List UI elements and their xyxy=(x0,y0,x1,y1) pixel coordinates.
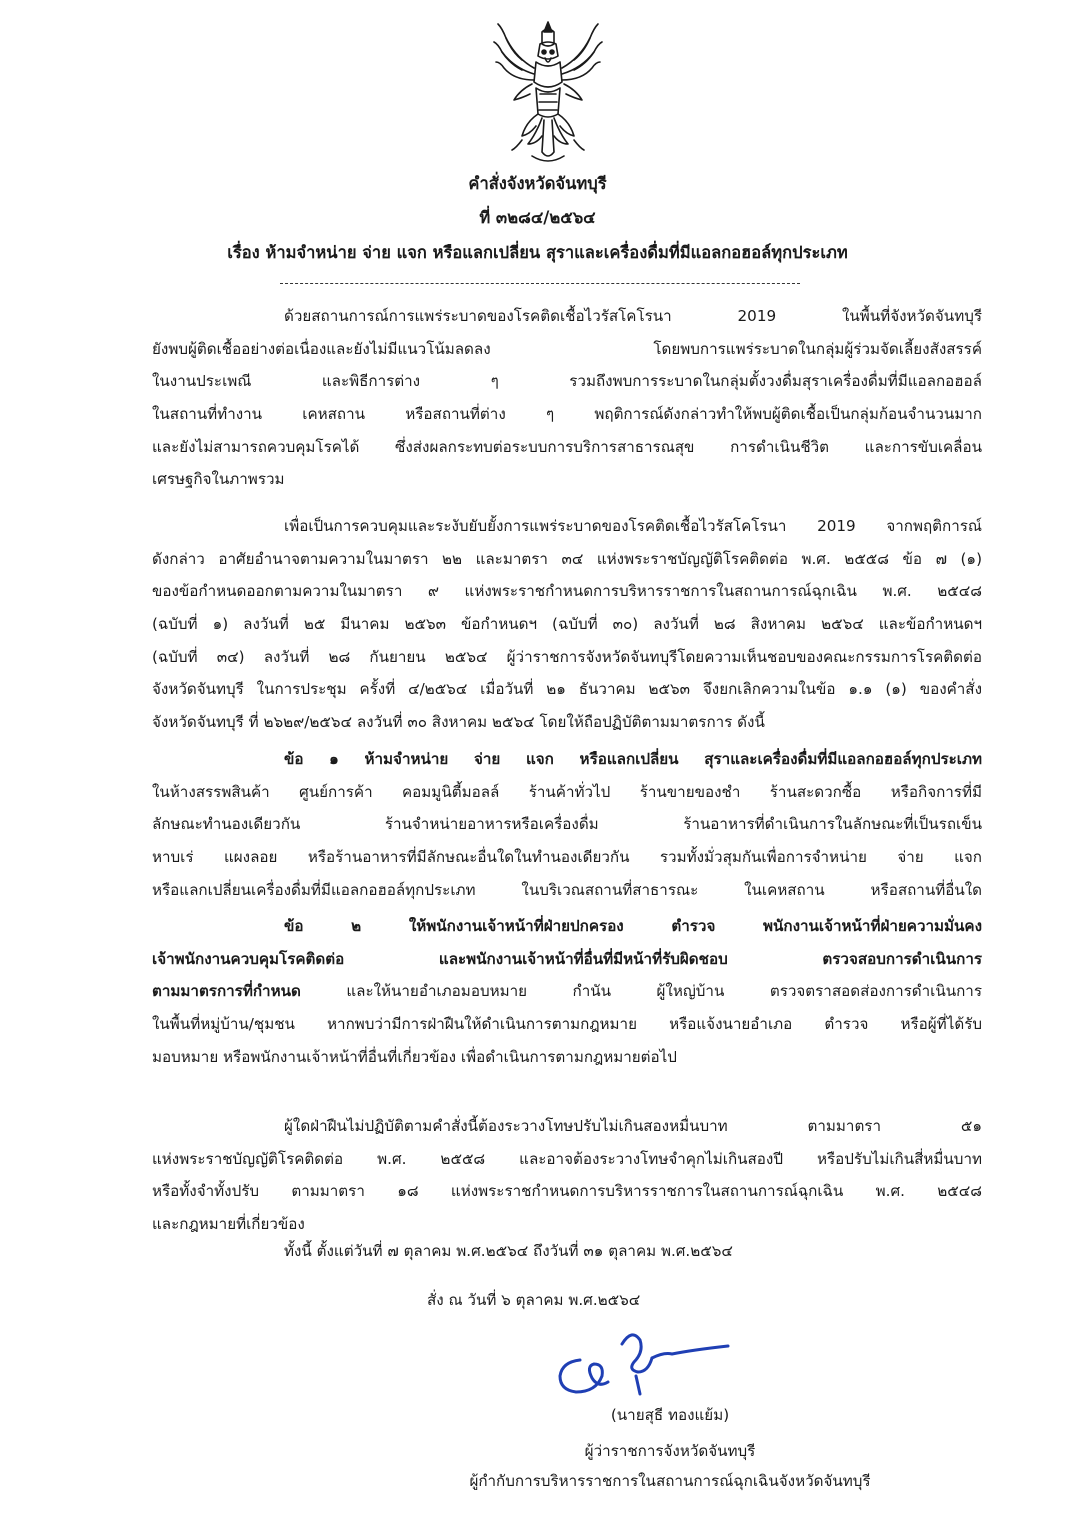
text-line: ดังกล่าว อาศัยอำนาจตามความในมาตรา ๒๒ และมาตรา ๓๔ แห่งพระราชบัญญัติโรคติดต่อ พ.ศ. ๒๕๕๘ ข้อ ๗ (๑) xyxy=(152,549,982,568)
text-line: หรือทั้งจำทั้งปรับ ตามมาตรา ๑๘ แห่งพระราชกำหนดการบริหารราชการในสถานการณ์ฉุกเฉิน พ.ศ. ๒๕๔๘ xyxy=(152,1182,982,1201)
order-subject: เรื่อง ห้ามจำหน่าย จ่าย แจก หรือแลกเปลี่ยน สุราและเครื่องดื่มที่มีแอลกอฮอล์ทุกประเภท xyxy=(227,243,848,262)
text-line: ในห้างสรรพสินค้า ศูนย์การค้า คอมมูนิตี้มอลล์ ร้านค้าทั่วไป ร้านขายของชำ ร้านสะดวกซื้อ หรือกิจการที่มี xyxy=(152,782,982,801)
text-line xyxy=(152,975,982,1008)
text-line: และยังไม่สามารถควบคุมโรคได้ ซึ่งส่งผลกระทบต่อระบบการบริการสาธารณสุข การดำเนินชีวิต และการขับเคลื่อน xyxy=(152,437,982,456)
paragraph-legal-basis xyxy=(152,510,982,739)
text-line: ผู้ใดฝ่าฝืนไม่ปฏิบัติตามคำสั่งนี้ต้องระวางโทษปรับไม่เกินสองหมื่นบาท ตามมาตรา ๕๑ xyxy=(284,1117,982,1135)
text-line: เจ้าพนักงานควบคุมโรคติดต่อ และพนักงานเจ้าหน้าที่อื่นที่มีหน้าที่รับผิดชอบ ตรวจสอบการดำเนินการ xyxy=(152,949,982,968)
signatory-role: ผู้กำกับการบริหารราชการในสถานการณ์ฉุกเฉินจังหวัดจันทบุรี xyxy=(469,1472,871,1490)
paragraph-penalty xyxy=(152,1110,982,1241)
text-line: ด้วยสถานการณ์การแพร่ระบาดของโรคติดเชื้อไวรัสโคโรนา 2019 ในพื้นที่จังหวัดจันทบุรี xyxy=(284,307,982,325)
text-line: ในพื้นที่หมู่บ้าน/ชุมชน หากพบว่ามีการฝ่าฝืนให้ดำเนินการตามกฎหมาย หรือแจ้งนายอำเภอ ตำรวจ หรือผู้ที่ได้รับ xyxy=(152,1015,982,1034)
item-1 xyxy=(152,743,982,906)
item-1-heading: ข้อ ๑ ห้ามจำหน่าย จ่าย แจก หรือแลกเปลี่ยน สุราและเครื่องดื่มที่มีแอลกอฮอล์ทุกประเภท xyxy=(284,750,982,768)
text-line: เพื่อเป็นการควบคุมและระงับยับยั้งการแพร่ระบาดของโรคติดเชื้อไวรัสโคโรนา 2019 จากพฤติการณ์ xyxy=(284,517,982,535)
text-line: เศรษฐกิจในภาพรวม xyxy=(152,470,285,489)
order-title: คำสั่งจังหวัดจันทบุรี xyxy=(468,174,607,193)
order-number: ที่ ๓๒๘๔/๒๕๖๔ xyxy=(479,208,596,227)
text-line: หาบเร่ แผงลอย หรือร้านอาหารที่มีลักษณะอื่นใดในทำนองเดียวกัน รวมทั้งมั่วสุมกันเพื่อการจำหน่าย จ่าย แจก xyxy=(152,848,982,867)
signature-icon xyxy=(552,1318,732,1408)
text-bold: ตามมาตรการที่กำหนด xyxy=(152,982,301,1001)
order-date: สั่ง ณ วันที่ ๖ ตุลาคม พ.ศ.๒๕๖๔ xyxy=(427,1291,641,1309)
text-line: ลักษณะทำนองเดียวกัน ร้านจำหน่ายอาหารหรือเครื่องดื่ม ร้านอาหารที่ดำเนินการในลักษณะที่เป็นรถเข็น xyxy=(152,815,982,834)
text-line: จังหวัดจันทบุรี ในการประชุม ครั้งที่ ๔/๒๕๖๔ เมื่อวันที่ ๒๑ ธันวาคม ๒๕๖๓ จึงยกเลิกความในข้อ ๑.๑ (๑) ของคำสั่ง xyxy=(152,680,982,699)
text-line: ของข้อกำหนดออกตามความในมาตรา ๙ แห่งพระราชกำหนดการบริหารราชการในสถานการณ์ฉุกเฉิน พ.ศ. ๒๕๔๘ xyxy=(152,582,982,601)
text-line: มอบหมาย หรือพนักงานเจ้าหน้าที่อื่นที่เกี่ยวข้อง เพื่อดำเนินการตามกฎหมายต่อไป xyxy=(152,1047,677,1066)
text-line: จังหวัดจันทบุรี ที่ ๒๖๒๙/๒๕๖๔ ลงวันที่ ๓๐ สิงหาคม ๒๕๖๔ โดยให้ถือปฏิบัติตามมาตรการ ดังนี้ xyxy=(152,713,765,732)
text-line: ยังพบผู้ติดเชื้ออย่างต่อเนื่องและยังไม่มีแนวโน้มลดลง โดยพบการแพร่ระบาดในกลุ่มผู้ร่วมจัดเลี้ยงสังสรรค์ xyxy=(152,339,982,358)
text-line: ในสถานที่ทำงาน เคหสถาน หรือสถานที่ต่าง ๆ พฤติการณ์ดังกล่าวทำให้พบผู้ติดเชื้อเป็นกลุ่มก้อนจำนวนมาก xyxy=(152,405,982,424)
effective-dates: ทั้งนี้ ตั้งแต่วันที่ ๗ ตุลาคม พ.ศ.๒๕๖๔ ถึงวันที่ ๓๑ ตุลาคม พ.ศ.๒๕๖๔ xyxy=(284,1242,733,1260)
item-2 xyxy=(152,910,982,1073)
text-normal: และให้นายอำเภอมอบหมาย กำนัน ผู้ใหญ่บ้าน ตรวจตราสอดส่องการดำเนินการ xyxy=(300,982,982,1001)
garuda-emblem-icon xyxy=(492,18,604,168)
text-line: แห่งพระราชบัญญัติโรคติดต่อ พ.ศ. ๒๕๕๘ และอาจต้องระวางโทษจำคุกไม่เกินสองปี หรือปรับไม่เกินสี่หมื่นบาท xyxy=(152,1149,982,1168)
text-line: (ฉบับที่ ๑) ลงวันที่ ๒๕ มีนาคม ๒๕๖๓ ข้อกำหนดฯ (ฉบับที่ ๓๐) ลงวันที่ ๒๘ สิงหาคม ๒๕๖๔ และข้อกำหนดฯ xyxy=(152,615,982,634)
item-2-heading: ข้อ ๒ ให้พนักงานเจ้าหน้าที่ฝ่ายปกครอง ตำรวจ พนักงานเจ้าหน้าที่ฝ่ายความมั่นคง xyxy=(284,917,982,935)
signatory-position: ผู้ว่าราชการจังหวัดจันทบุรี xyxy=(584,1442,756,1460)
text-line: (ฉบับที่ ๓๔) ลงวันที่ ๒๘ กันยายน ๒๕๖๔ ผู้ว่าราชการจังหวัดจันทบุรีโดยความเห็นชอบของคณะกรรมการโรคติดต่อ xyxy=(152,647,982,666)
text-line: และกฎหมายที่เกี่ยวข้อง xyxy=(152,1215,305,1234)
header-divider xyxy=(280,283,800,284)
signatory-name: (นายสุธี ทองแย้ม) xyxy=(610,1406,730,1424)
text-line: หรือแลกเปลี่ยนเครื่องดื่มที่มีแอลกอฮอล์ทุกประเภท ในบริเวณสถานที่สาธารณะ ในเคหสถาน หรือสถานที่อื่นใด xyxy=(152,880,982,899)
paragraph-situation xyxy=(152,300,982,496)
text-line: ในงานประเพณี และพิธีการต่าง ๆ รวมถึงพบการระบาดในกลุ่มตั้งวงดื่มสุราเครื่องดื่มที่มีแอลกอฮอล์ xyxy=(152,372,982,391)
